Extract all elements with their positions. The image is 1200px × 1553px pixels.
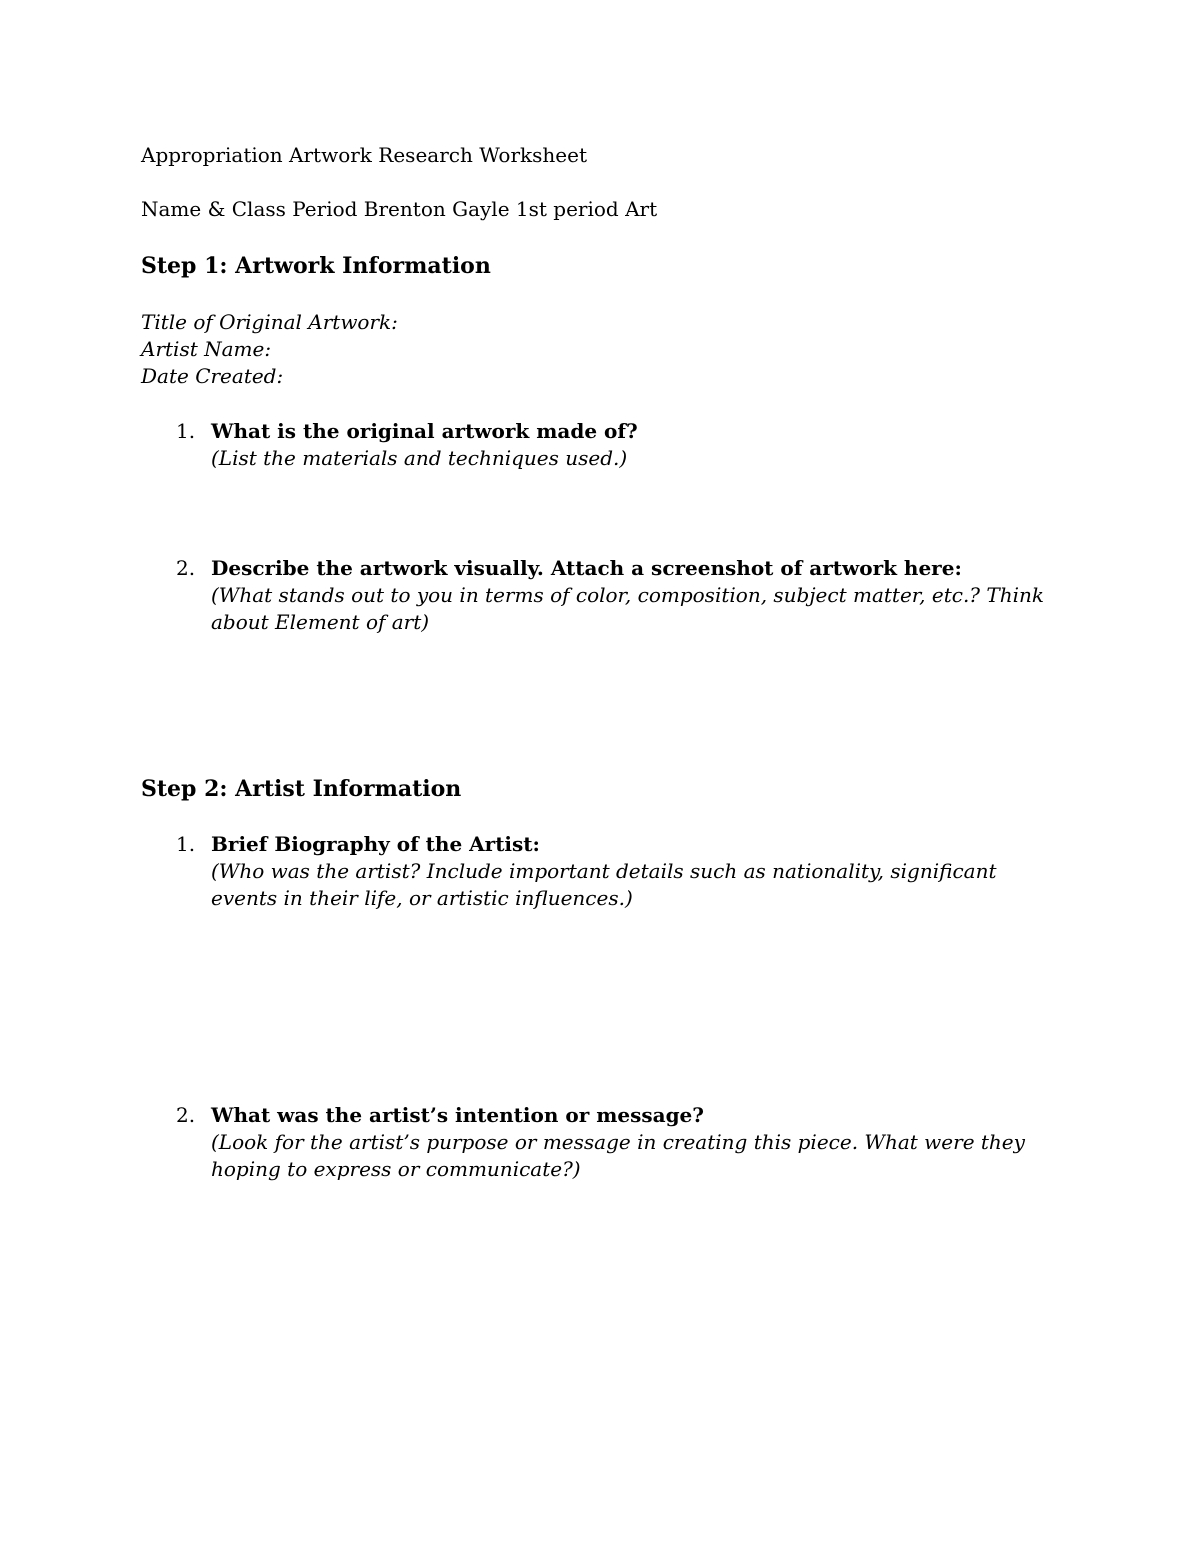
step1-question-1-hint: (List the materials and techniques used.) (211, 446, 628, 470)
step1-question-1-title: What is the original artwork made of? (211, 419, 638, 443)
field-title-of-original-artwork: Title of Original Artwork: (141, 310, 398, 334)
step2-heading: Step 2: Artist Information (141, 776, 462, 802)
step2-question-1 (211, 831, 1061, 912)
step2-question-1-hint: (Who was the artist? Include important details such as nationality, significant events in their life, or artistic influences.) (211, 859, 997, 910)
step2-question-1-number: 1. (176, 832, 196, 856)
step1-heading: Step 1: Artwork Information (141, 253, 491, 279)
name-class-period: Name & Class Period Brenton Gayle 1st period Art (141, 197, 658, 221)
step2-question-2 (211, 1102, 1061, 1183)
field-artist-name: Artist Name: (141, 337, 272, 361)
step2-question-2-title: What was the artist’s intention or message? (211, 1103, 704, 1127)
step1-question-2-title: Describe the artwork visually. Attach a screenshot of artwork here: (211, 556, 962, 580)
step2-question-2-hint: (Look for the artist’s purpose or message in creating this piece. What were they hoping to express or communicate?) (211, 1130, 1025, 1181)
field-date-created: Date Created: (141, 364, 284, 388)
step1-question-1-number: 1. (176, 419, 196, 443)
document-title: Appropriation Artwork Research Worksheet (141, 143, 587, 167)
step1-question-2 (211, 555, 1061, 636)
step1-question-1 (211, 418, 1061, 472)
step2-question-1-title: Brief Biography of the Artist: (211, 832, 540, 856)
step1-question-2-hint: (What stands out to you in terms of color, composition, subject matter, etc.? Think about Element of art) (211, 583, 1044, 634)
step2-question-2-number: 2. (176, 1103, 196, 1127)
step1-question-2-number: 2. (176, 556, 196, 580)
